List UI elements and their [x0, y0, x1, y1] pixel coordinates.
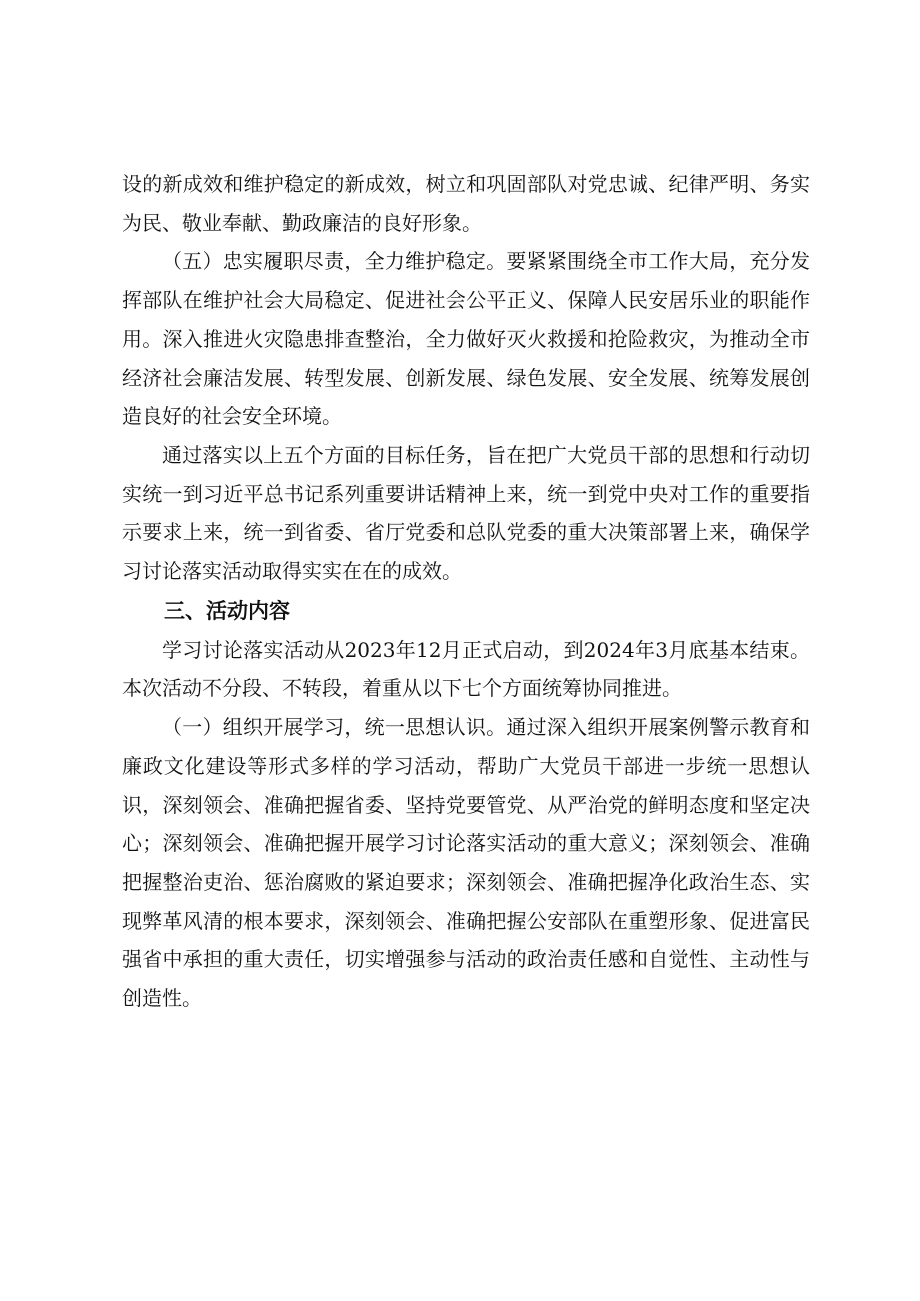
paragraph-item-1: （一）组织开展学习，统一思想认识。通过深入组织开展案例警示教育和廉政文化建设等形式多样的学习活动，帮助广大党员干部进一步统一思想认识，深刻领会、准确把握省委、坚持党要管党、从严治党的鲜明态度和坚定决心；深刻领会、准确把握开展学习讨论落实活动的重大意义；深刻领会、准确把握整治吏治、惩治腐败的紧迫要求；深刻领会、准确把握净化政治生态、实现弊革风清的根本要求，深刻领会、准确把握公安部队在重塑形象、促进富民强省中承担的重大责任，切实增强参与活动的政治责任感和自觉性、主动性与创造性。: [122, 715, 810, 1011]
paragraph-continuation: 设的新成效和维护稳定的新成效，树立和巩固部队对党忠诚、纪律严明、务实为民、敬业奉献、勤政廉洁的良好形象。: [122, 172, 810, 235]
paragraph-intro: 学习讨论落实活动从2023年12月正式启动，到2024年3月底基本结束。本次活动不分段、不转段，着重从以下七个方面统筹协同推进。: [122, 637, 810, 701]
paragraph-summary: 通过落实以上五个方面的目标任务，旨在把广大党员干部的思想和行动切实统一到习近平总书记系列重要讲话精神上来，统一到党中央对工作的重要指示要求上来，统一到省委、省厅党委和总队党委的重大决策部署上来，确保学习讨论落实活动取得实实在在的成效。: [122, 442, 810, 584]
section-heading: 三、活动内容: [164, 598, 290, 623]
document-body: [122, 165, 810, 1018]
paragraph-item-5: （五）忠实履职尽责，全力维护稳定。要紧紧围绕全市工作大局，充分发挥部队在维护社会大局稳定、促进社会公平正义、保障人民安居乐业的职能作用。深入推进火灾隐患排查整治，全力做好灭火救援和抢险救灾，为推动全市经济社会廉洁发展、转型发展、创新发展、绿色发展、安全发展、统筹发展创造良好的社会安全环境。: [122, 249, 810, 429]
